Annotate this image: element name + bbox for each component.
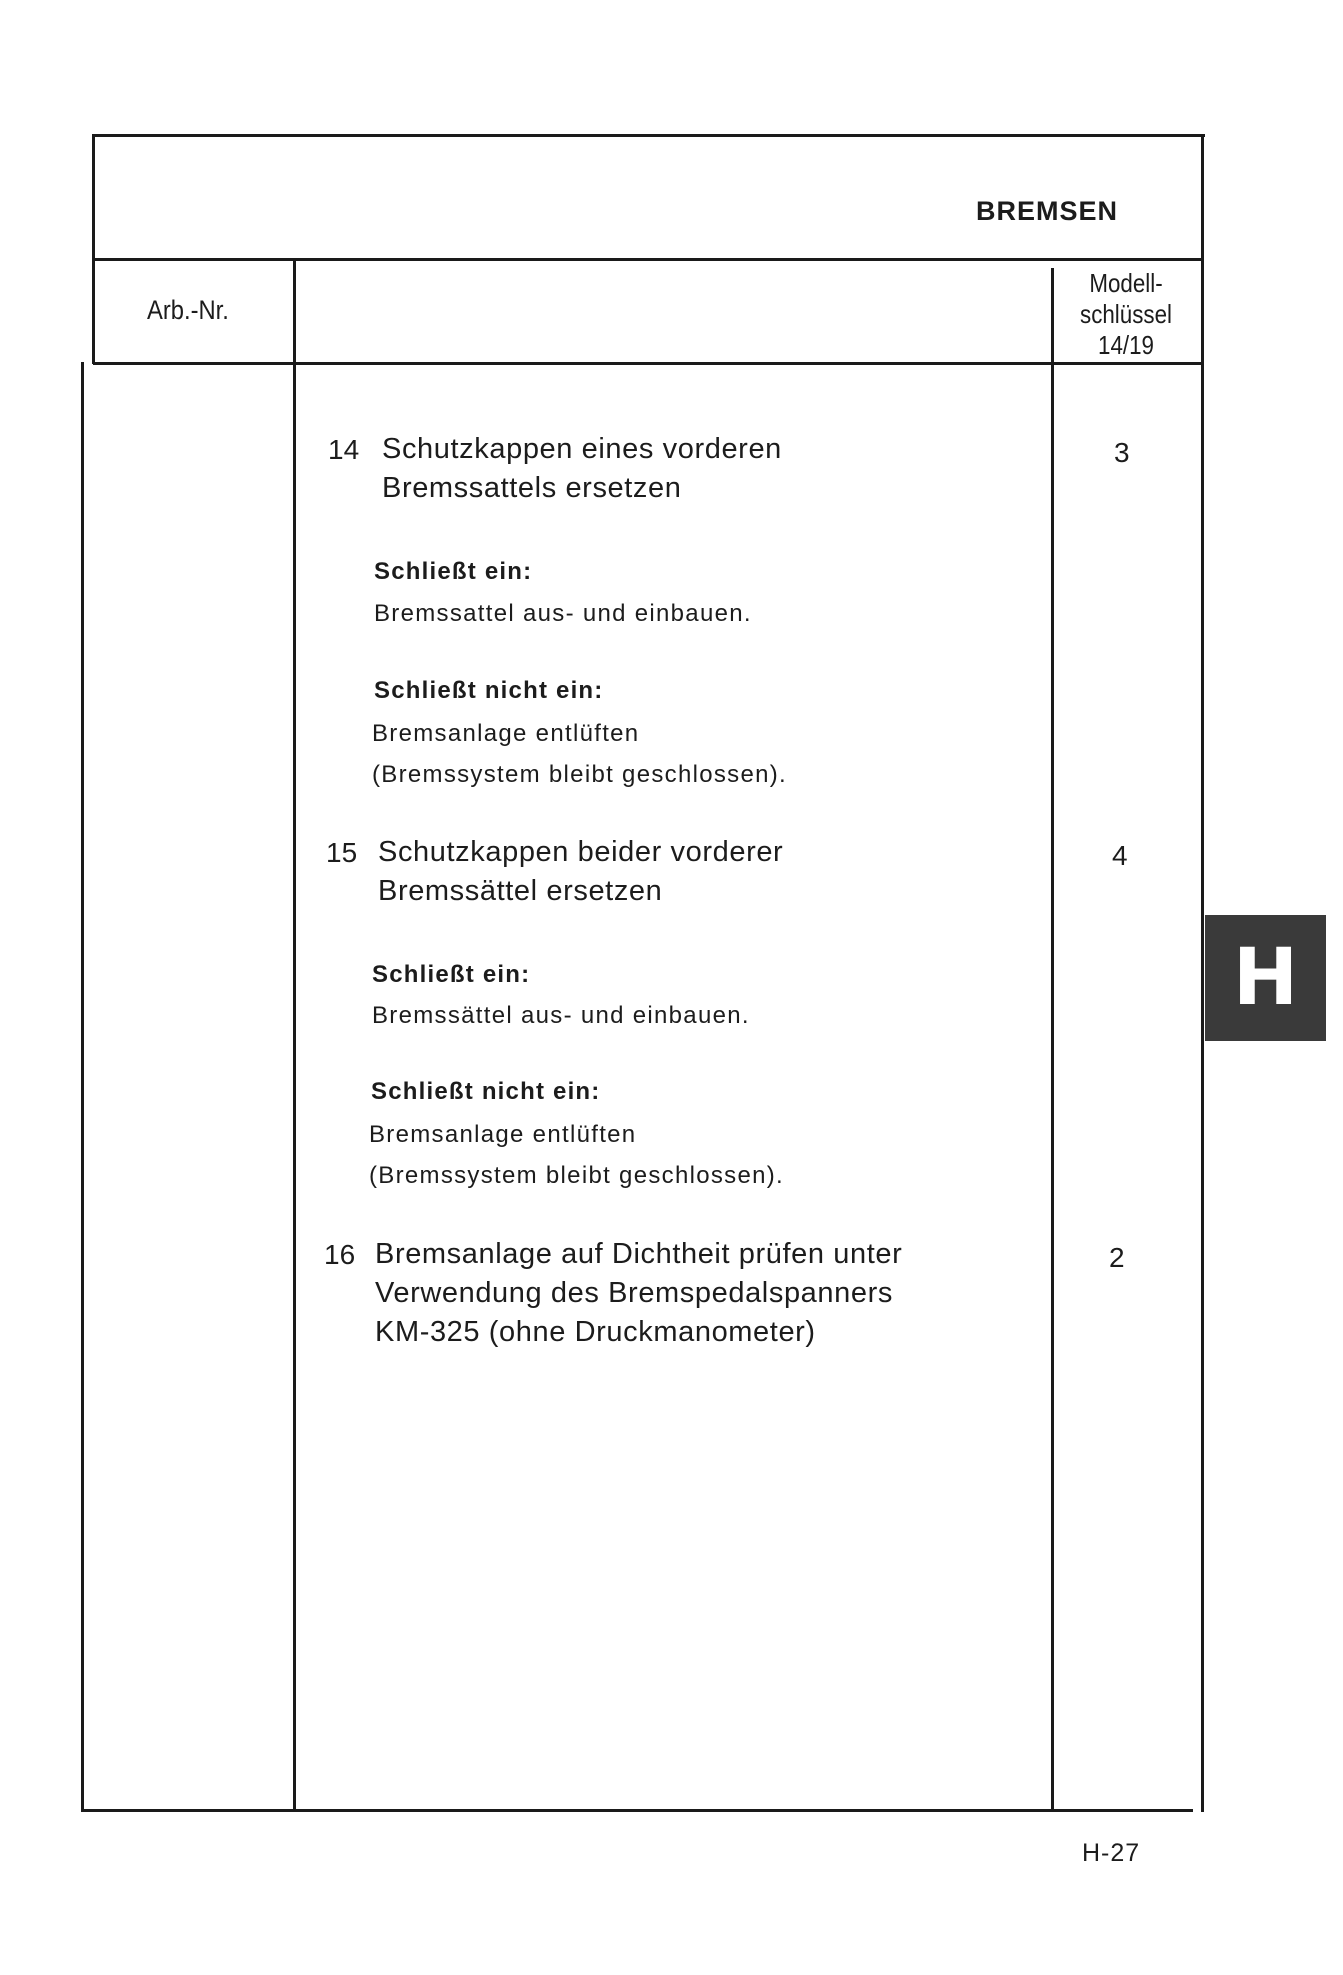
item-16-number: 16 <box>324 1239 356 1270</box>
item-16-title: Bremsanlage auf Dichtheit prüfen unter Verwendung des Bremspedalspanners KM-325 (ohne Druckmanometer) <box>375 1238 903 1348</box>
item-15-excludes-label: Schließt nicht ein: <box>371 1078 601 1105</box>
item-15-includes-label: Schließt ein: <box>372 961 531 988</box>
column-header-divider <box>93 362 1203 365</box>
column-header-modellschluessel <box>1066 268 1186 361</box>
item-14-includes-label: Schließt ein: <box>374 558 533 585</box>
section-tab-letter: H <box>1232 933 1299 1023</box>
item-14-title: Schutzkappen eines vorderen Bremssattels ersetzen <box>382 433 782 504</box>
table-right-border <box>1201 137 1204 1812</box>
item-15-excludes: Bremsanlage entlüften (Bremssystem bleibt geschlossen). <box>369 1121 785 1189</box>
item-14-includes: Bremssattel aus- und einbauen. <box>374 600 752 627</box>
table-left-border-lower <box>81 362 84 1812</box>
page-number: H-27 <box>1082 1839 1141 1867</box>
modell-line-1: Modell- <box>1089 268 1163 298</box>
item-15-includes: Bremssättel aus- und einbauen. <box>372 1002 750 1029</box>
item-15-title: Schutzkappen beider vorderer Bremssättel ersetzen <box>378 836 784 907</box>
item-14-excludes: Bremsanlage entlüften (Bremssystem bleibt geschlossen). <box>372 720 788 788</box>
item-14-excludes-label: Schließt nicht ein: <box>374 677 604 704</box>
header-divider <box>93 258 1203 261</box>
table-left-border <box>92 134 95 364</box>
table-bottom-border <box>81 1809 1193 1812</box>
table-top-border <box>93 134 1205 137</box>
modell-line-3: 14/19 <box>1098 330 1154 360</box>
modell-line-2: schlüssel <box>1080 299 1172 329</box>
item-14-number: 14 <box>328 434 360 465</box>
arbnr-column-divider <box>293 261 296 1811</box>
section-tab-h <box>1205 915 1326 1041</box>
item-16-value: 2 <box>1109 1242 1125 1273</box>
column-header-arbnr: Arb.-Nr. <box>147 295 229 325</box>
section-title: BREMSEN <box>976 196 1119 226</box>
item-15-value: 4 <box>1112 840 1128 871</box>
item-14-value: 3 <box>1114 437 1130 468</box>
modell-column-divider <box>1051 268 1054 1811</box>
item-15-number: 15 <box>326 837 358 868</box>
